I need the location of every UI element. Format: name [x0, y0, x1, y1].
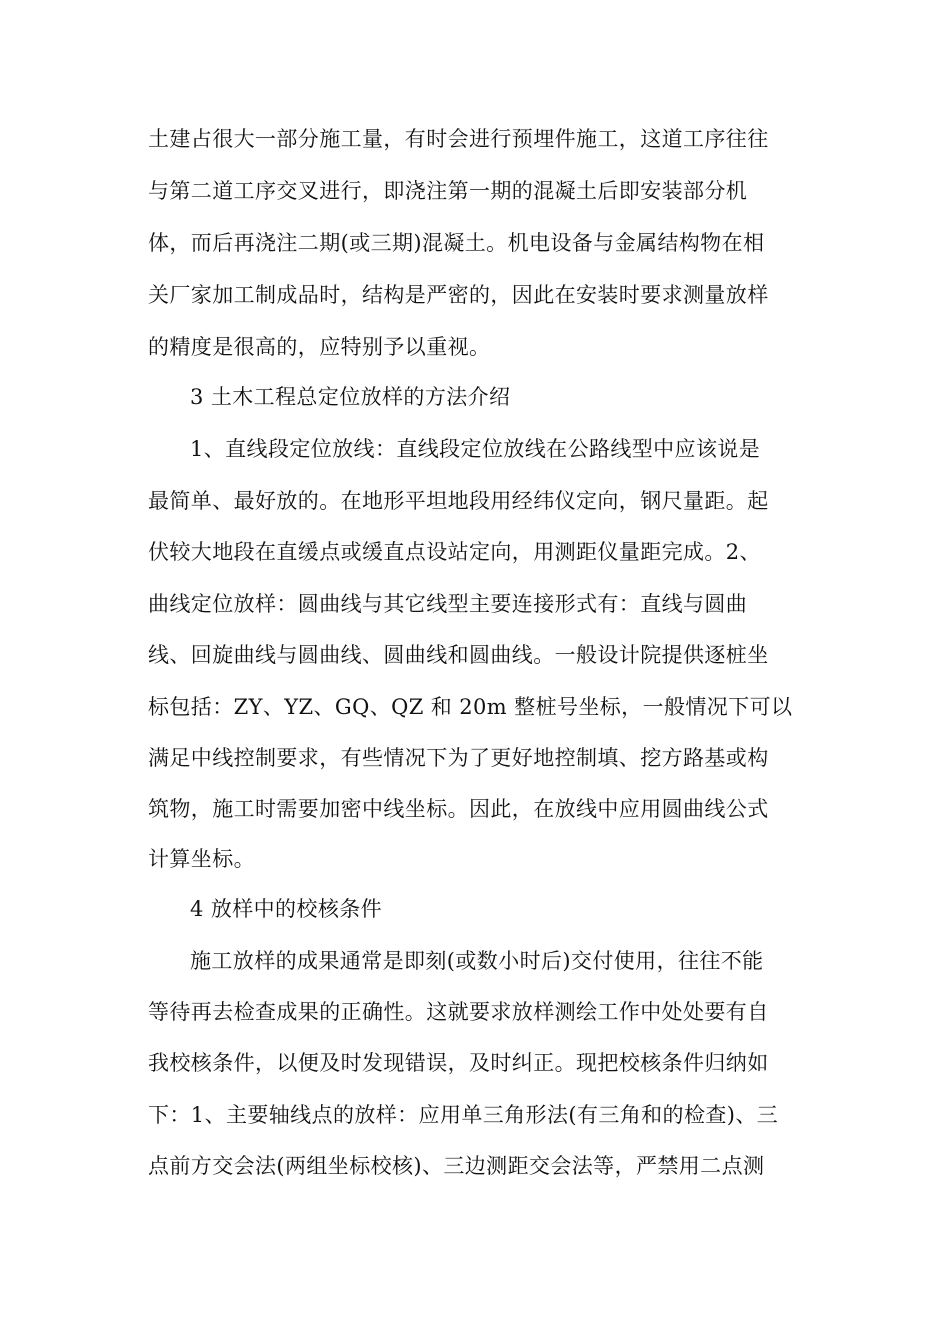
text-line: 筑物，施工时需要加密中线坐标。因此，在放线中应用圆曲线公式: [148, 797, 769, 821]
text-line: 曲线定位放样：圆曲线与其它线型主要连接形式有：直线与圆曲: [148, 592, 748, 616]
text-line: 满足中线控制要求，有些情况下为了更好地控制填、挖方路基或构: [148, 746, 769, 770]
text-line: 1、直线段定位放线：直线段定位放线在公路线型中应该说是: [190, 437, 761, 461]
text-line: 土建占很大一部分施工量，有时会进行预埋件施工，这道工序往往: [148, 127, 769, 151]
text-line: 关厂家加工制成品时，结构是严密的，因此在安装时要求测量放样: [148, 283, 769, 307]
text-line: 等待再去检查成果的正确性。这就要求放样测绘工作中处处要有自: [148, 1000, 769, 1024]
text-line: 线、回旋曲线与圆曲线、圆曲线和圆曲线。一般设计院提供逐桩坐: [148, 643, 769, 667]
text-line: 伏较大地段在直缓点或缓直点设站定向，用测距仪量距完成。2、: [148, 540, 761, 564]
text-line: 最简单、最好放的。在地形平坦地段用经纬仪定向，钢尺量距。起: [148, 489, 769, 513]
text-line: 的精度是很高的，应特别予以重视。: [148, 335, 491, 359]
text-line: 下：1、主要轴线点的放样：应用单三角形法(有三角和的检查)、三: [148, 1103, 779, 1127]
text-line: 点前方交会法(两组坐标校核)、三边测距交会法等，严禁用二点测: [148, 1154, 765, 1178]
text-line: 标包括：ZY、YZ、GQ、QZ 和 20m 整桩号坐标，一般情况下可以: [148, 695, 793, 719]
text-line: 体，而后再浇注二期(或三期)混凝土。机电设备与金属结构物在相: [148, 231, 765, 255]
text-line: 我校核条件，以便及时发现错误，及时纠正。现把校核条件归纳如: [148, 1051, 769, 1075]
text-line: 施工放样的成果通常是即刻(或数小时后)交付使用，往往不能: [190, 949, 764, 973]
text-line: 与第二道工序交叉进行，即浇注第一期的混凝土后即安装部分机: [148, 179, 748, 203]
section-heading: 3 土木工程总定位放样的方法介绍: [190, 385, 511, 409]
text-line: 计算坐标。: [148, 847, 255, 871]
section-heading: 4 放样中的校核条件: [190, 897, 383, 921]
